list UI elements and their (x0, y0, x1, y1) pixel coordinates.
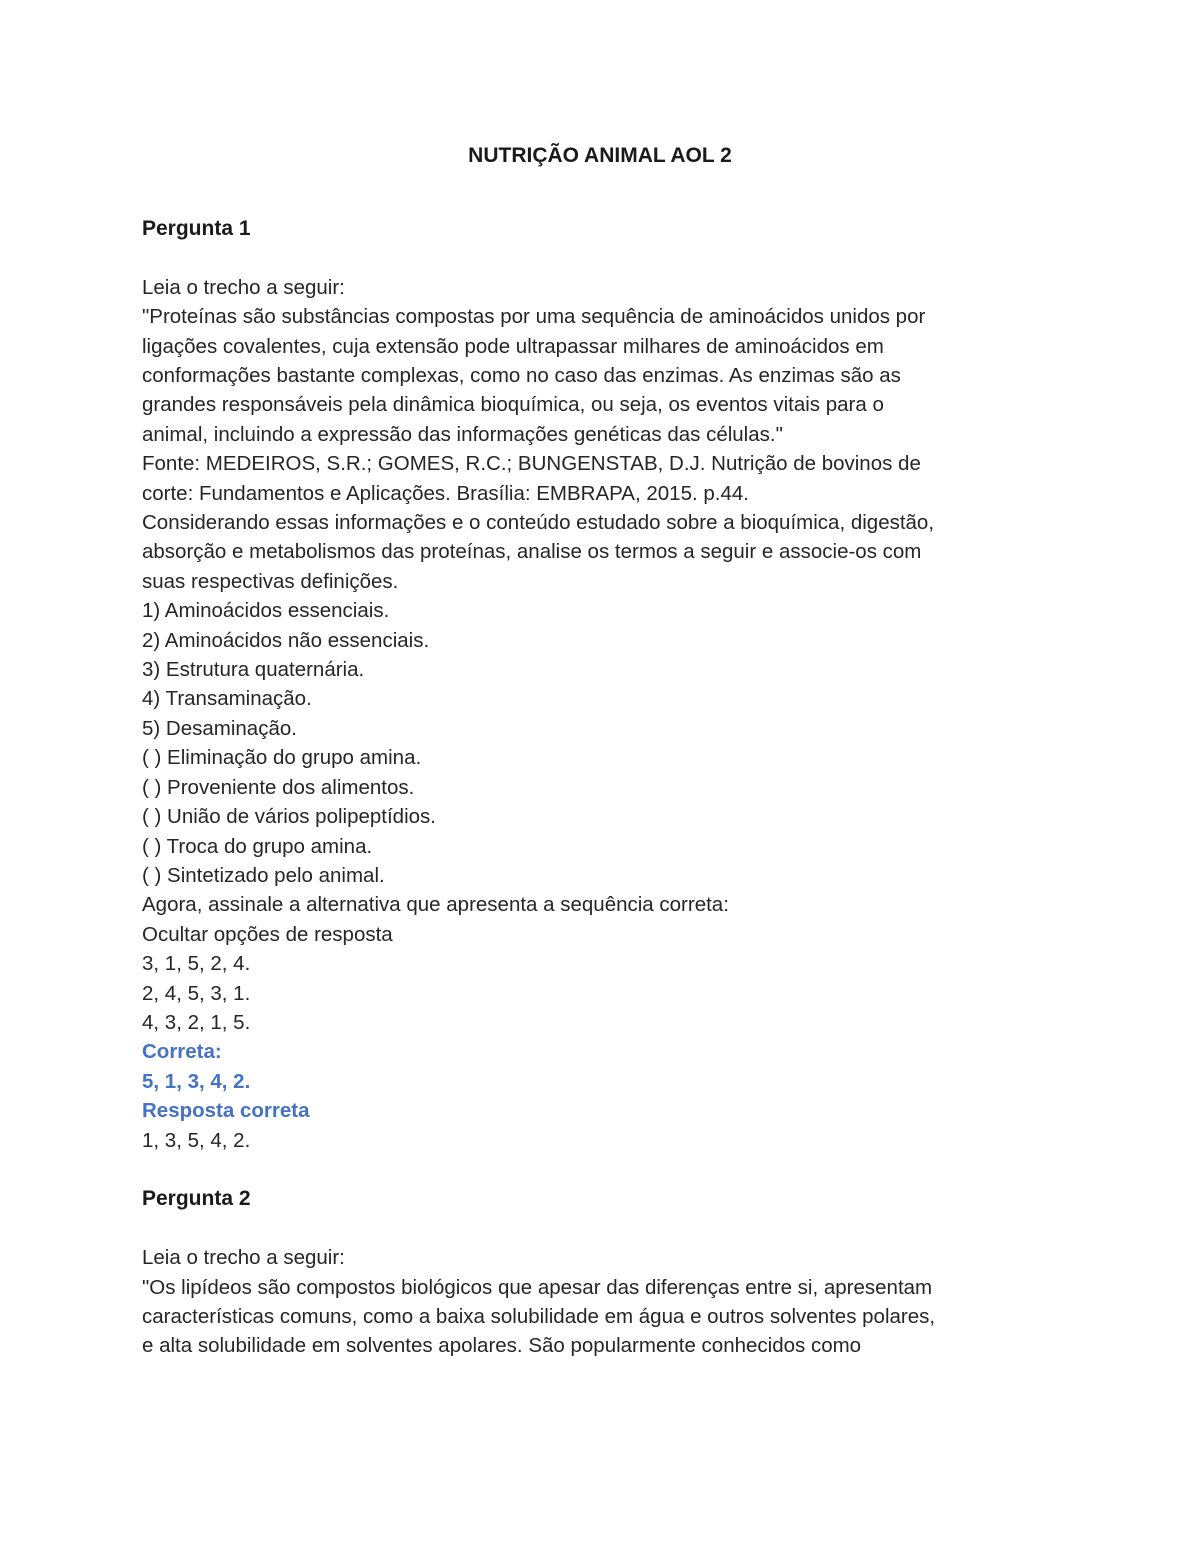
spacer (142, 1155, 1062, 1184)
quote-line: e alta solubilidade em solventes apolares. São popularmente conhecidos como (142, 1334, 862, 1358)
quote-line: "Proteínas são substâncias compostas por uma sequência de aminoácidos unidos por (142, 305, 926, 329)
instruction-line: Considerando essas informações e o conteúdo estudado sobre a bioquímica, digestão, (142, 511, 935, 535)
quote-line: conformações bastante complexas, como no caso das enzimas. As enzimas são as (142, 364, 901, 388)
answer-label: Resposta correta (142, 1099, 310, 1123)
term-item: 4) Transaminação. (142, 687, 312, 711)
term-item: 2) Aminoácidos não essenciais. (142, 628, 430, 652)
spacer (142, 174, 1062, 214)
quote-line: "Os lipídeos são compostos biológicos que apesar das diferenças entre si, apresentam (142, 1275, 933, 1299)
intro-line: Leia o trecho a seguir: (142, 275, 345, 299)
spacer (142, 243, 1062, 272)
quote-line: características comuns, como a baixa solubilidade em água e outros solventes polares, (142, 1304, 936, 1328)
prompt-line: Agora, assinale a alternativa que apresenta a sequência correta: (142, 893, 729, 917)
answer-option: 3, 1, 5, 2, 4. (142, 952, 251, 976)
definition-item: ( ) União de vários polipeptídios. (142, 805, 436, 829)
definition-item: ( ) Sintetizado pelo animal. (142, 863, 385, 887)
instruction-line: absorção e metabolismos das proteínas, analise os termos a seguir e associe-os com (142, 540, 922, 564)
quote-line: animal, incluindo a expressão das informações genéticas das células." (142, 422, 783, 446)
definition-item: ( ) Proveniente dos alimentos. (142, 775, 415, 799)
question-heading: Pergunta 1 (142, 217, 251, 240)
definition-item: ( ) Troca do grupo amina. (142, 834, 373, 858)
term-item: 5) Desaminação. (142, 716, 297, 740)
hide-options-text: Ocultar opções de resposta (142, 922, 393, 946)
spacer (142, 1214, 1062, 1243)
question-heading: Pergunta 2 (142, 1187, 251, 1211)
document-page (142, 138, 1062, 1361)
answer-option: 1, 3, 5, 4, 2. (142, 1128, 251, 1152)
document-title: NUTRIÇÃO ANIMAL AOL 2 (468, 144, 732, 167)
source-line: Fonte: MEDEIROS, S.R.; GOMES, R.C.; BUNGENSTAB, D.J. Nutrição de bovinos de (142, 452, 921, 476)
intro-line: Leia o trecho a seguir: (142, 1246, 345, 1270)
term-item: 1) Aminoácidos essenciais. (142, 599, 390, 623)
correct-label: Correta: (142, 1040, 222, 1064)
question-1 (142, 214, 1062, 1155)
instruction-line: suas respectivas definições. (142, 569, 399, 593)
term-item: 3) Estrutura quaternária. (142, 658, 365, 682)
question-2 (142, 1184, 1062, 1360)
definition-item: ( ) Eliminação do grupo amina. (142, 746, 422, 770)
source-line: corte: Fundamentos e Aplicações. Brasília: EMBRAPA, 2015. p.44. (142, 481, 749, 505)
correct-answer-option: 5, 1, 3, 4, 2. (142, 1069, 251, 1093)
answer-option: 4, 3, 2, 1, 5. (142, 1010, 251, 1034)
answer-option: 2, 4, 5, 3, 1. (142, 981, 251, 1005)
quote-line: grandes responsáveis pela dinâmica bioquímica, ou seja, os eventos vitais para o (142, 393, 884, 417)
quote-line: ligações covalentes, cuja extensão pode ultrapassar milhares de aminoácidos em (142, 334, 884, 358)
